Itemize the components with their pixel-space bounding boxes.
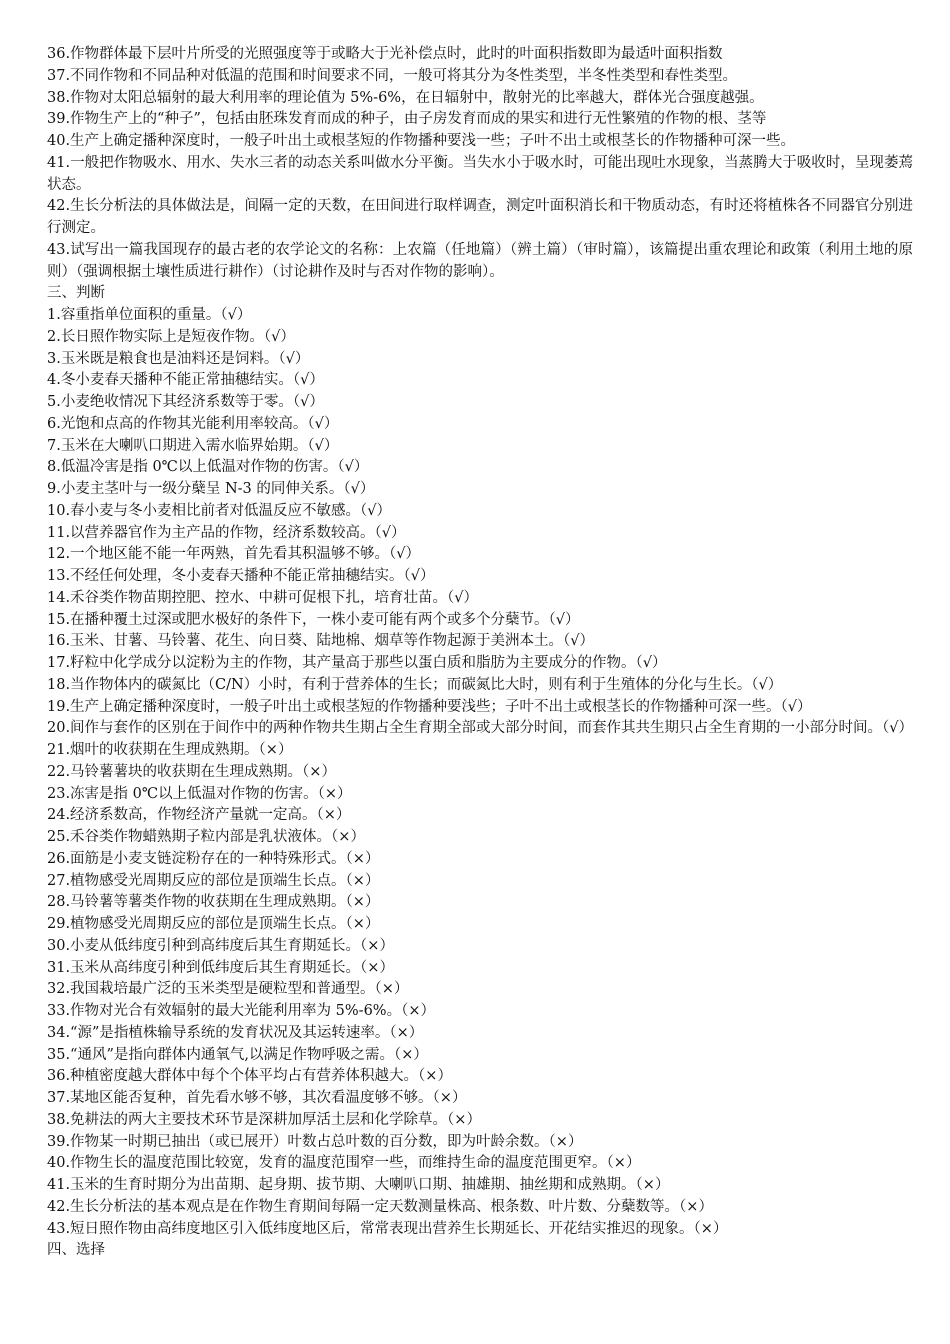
document-page [47,44,913,1262]
judge-item: 22.马铃薯薯块的收获期在生理成熟期。（×） [47,763,336,780]
judge-item: 13.不经任何处理，冬小麦春天播种不能正常抽穗结实。（√） [47,568,435,584]
judge-item: 31.玉米从高纬度引种到低纬度后其生育期延长。（×） [47,959,394,976]
judge-item: 21.烟叶的收获期在生理成熟期。（×） [47,742,293,758]
fill-item-37: 37.不同作物和不同品种对低温的范围和时间要求不同，一般可将其分为冬性类型，半冬性类型和春性类型。 [47,67,738,84]
fill-item-38: 38.作物对太阳总辐射的最大利用率的理论值为 5%-6%，在日辐射中，散射光的比率越大，群体光合强度越强。 [47,89,764,106]
fill-item-41: 41.一般把作物吸水、用水、失水三者的动态关系叫做水分平衡。当失水小于吸水时，可能出现吐水现象，当蒸腾大于吸收时，呈现萎蔫状态。 [47,154,913,193]
judge-item: 3.玉米既是粮食也是油料还是饲料。（√） [47,350,310,367]
judge-item: 15.在播种覆土过深或肥水极好的条件下，一株小麦可能有两个或多个分蘖节。（√） [47,611,580,628]
section-heading-choice: 四、选择 [47,1242,105,1259]
judge-item: 35.“通风”是指向群体内通氧气,以满足作物呼吸之需。（×） [47,1046,428,1063]
judge-item: 1.容重指单位面积的重量。（√） [47,307,252,323]
judge-item: 16.玉米、甘薯、马铃薯、花生、向日葵、陆地棉、烟草等作物起源于美洲本土。（√） [47,633,595,650]
judge-item: 25.禾谷类作物蜡熟期子粒内部是乳状液体。（×） [47,829,365,845]
judge-item: 29.植物感受光周期反应的部位是顶端生长点。（×） [47,916,380,932]
fill-item-39: 39.作物生产上的“种子”，包括由胚珠发育而成的种子，由子房发育而成的果实和进行无性繁殖的作物的根、茎等 [47,111,767,128]
judge-item: 30.小麦从低纬度引种到高纬度后其生育期延长。（×） [47,937,394,954]
fill-item-43: 43.试写出一篇我国现存的最古老的农学论文的名称：上农篇（任地篇）（辨土篇）（审时篇），该篇提出重农理论和政策（利用土地的原则）（强调根据土壤性质进行耕作）（讨论耕作及时与否对作物的影响）。 [47,241,913,280]
judge-item: 40.作物生长的温度范围比较宽，发育的温度范围窄一些，而维持生命的温度范围更窄。（×） [47,1155,641,1172]
judge-item: 36.种植密度越大群体中每个个体平均占有营养体积越大。（×） [47,1068,452,1085]
fill-item-42: 42.生长分析法的具体做法是，间隔一定的天数，在田间进行取样调查，测定叶面积消长和干物质动态，有时还将植株各不同器官分别进行测定。 [47,198,913,236]
judge-item: 32.我国栽培最广泛的玉米类型是硬粒型和普通型。（×） [47,981,409,998]
judge-item: 42.生长分析法的基本观点是在作物生育期间每隔一定天数测量株高、根条数、叶片数、分蘖数等。（×） [47,1198,713,1215]
judge-item: 5.小麦绝收情况下其经济系数等于零。（√） [47,394,324,410]
section-heading-judge: 三、判断 [47,285,105,302]
judge-item: 37.某地区能否复种，首先看水够不够，其次看温度够不够。（×） [47,1090,467,1106]
judge-item: 33.作物对光合有效辐射的最大光能利用率为 5%-6%。（×） [47,1003,435,1019]
judge-item: 26.面筋是小麦支链淀粉存在的一种特殊形式。（×） [47,850,380,867]
judge-item: 7.玉米在大喇叭口期进入需水临界始期。（√） [47,437,339,454]
judge-item: 10.春小麦与冬小麦相比前者对低温反应不敏感。（√） [47,502,392,519]
judge-item: 14.禾谷类作物苗期控肥、控水、中耕可促根下扎，培育壮苗。（√） [47,589,479,606]
judge-item: 28.马铃薯等薯类作物的收获期在生理成熟期。（×） [47,894,380,911]
judge-item: 23.冻害是指 0℃以上低温对作物的伤害。（×） [47,785,352,802]
judge-item: 12.一个地区能不能一年两熟，首先看其积温够不够。（√） [47,546,421,563]
judge-item: 4.冬小麦春天播种不能正常抽穗结实。（√） [47,372,324,389]
judge-item: 34.“源”是指植株输导系统的发育状况及其运转速率。（×） [47,1024,424,1041]
judge-item: 6.光饱和点高的作物其光能利用率较高。（√） [47,415,339,432]
judge-item: 24.经济系数高，作物经济产量就一定高。（×） [47,807,351,824]
judge-item: 20.间作与套作的区别在于间作中的两种作物共生期占全生育期全部或大部分时间，而套作其共生期只占全生育期的一小部分时间。（√） [47,720,914,737]
fill-item-36: 36.作物群体最下层叶片所受的光照强度等于或略大于光补偿点时，此时的叶面积指数即为最适叶面积指数 [47,46,723,62]
judge-item: 11.以营养器官作为主产品的作物，经济系数较高。（√） [47,524,406,541]
judge-item: 41.玉米的生育时期分为出苗期、起身期、拔节期、大喇叭口期、抽雄期、抽丝期和成熟期。（×） [47,1177,670,1193]
judge-item: 43.短日照作物由高纬度地区引入低纬度地区后，常常表现出营养生长期延长、开花结实推迟的现象。（×） [47,1220,728,1237]
judge-item: 2.长日照作物实际上是短夜作物。（√） [47,328,295,345]
judge-item: 9.小麦主茎叶与一级分蘖呈 N-3 的同伸关系。（√） [47,481,375,497]
fill-in-section [47,44,913,283]
judge-item: 17.籽粒中化学成分以淀粉为主的作物，其产量高于那些以蛋白质和脂肪为主要成分的作物。（√） [47,655,667,671]
judge-section [47,305,913,1240]
judge-item: 8.低温冷害是指 0℃以上低温对作物的伤害。（√） [47,459,369,476]
judge-item: 19.生产上确定播种深度时，一般子叶出土或根茎短的作物播种要浅些；子叶不出土或根茎长的作物播种可深一些。（√） [47,698,812,715]
judge-item: 18.当作物体内的碳氮比（C/N）小时，有利于营养体的生长；而碳氮比大时，则有利于生殖体的分化与生长。（√） [47,676,783,693]
fill-item-40: 40.生产上确定播种深度时，一般子叶出土或根茎短的作物播种要浅一些；子叶不出土或根茎长的作物播种可深一些。 [47,133,796,149]
judge-item: 27.植物感受光周期反应的部位是顶端生长点。（×） [47,872,380,889]
judge-item: 39.作物某一时期已抽出（或已展开）叶数占总叶数的百分数，即为叶龄余数。（×） [47,1133,583,1150]
judge-item: 38.免耕法的两大主要技术环节是深耕加厚活土层和化学除草。（×） [47,1111,481,1128]
